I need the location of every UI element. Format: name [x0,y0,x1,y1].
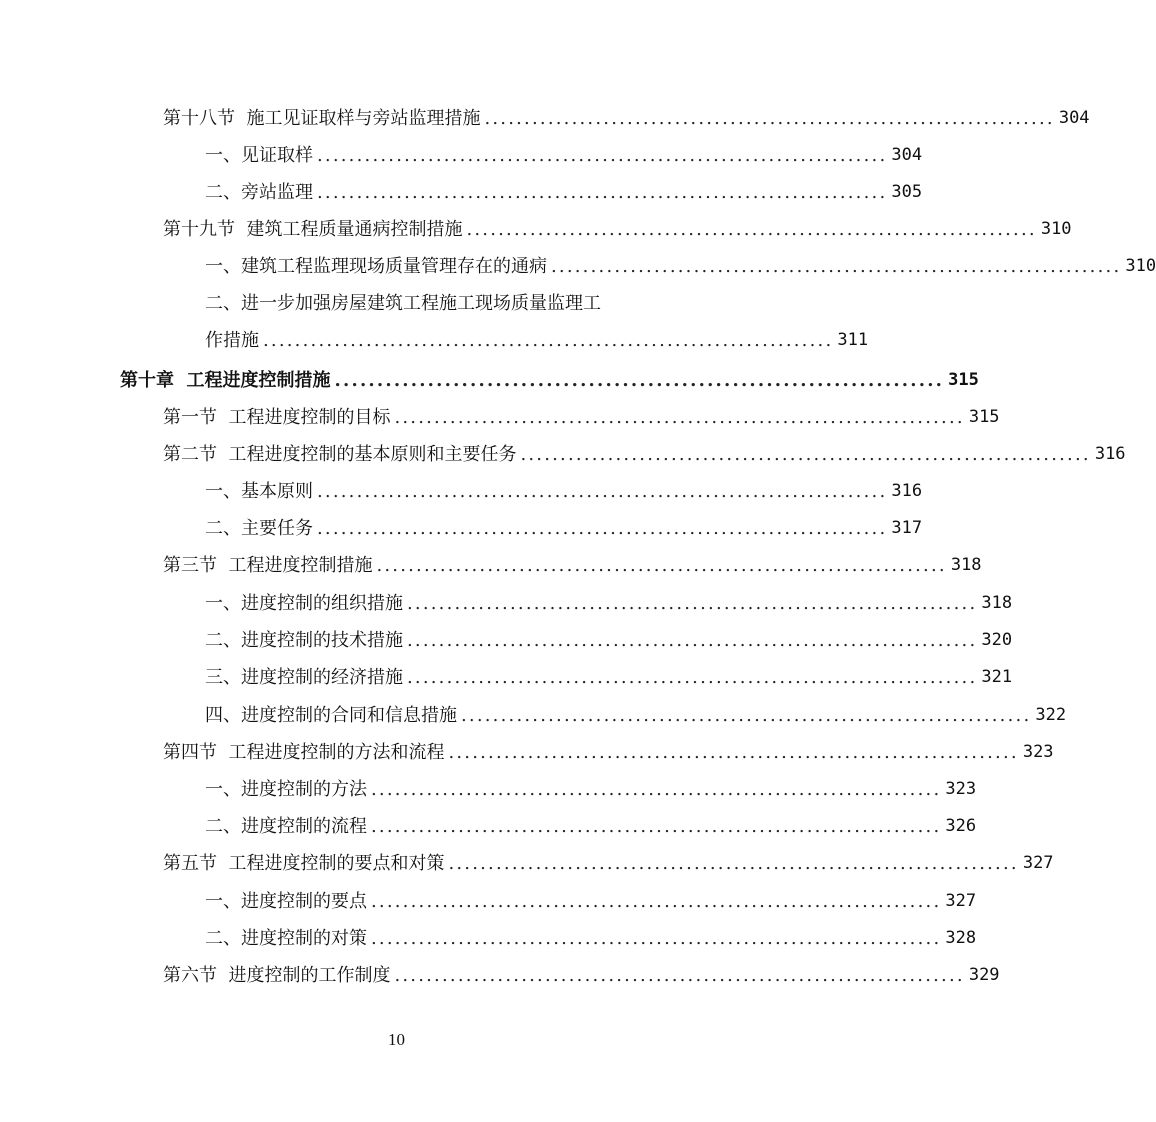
toc-entry-page: 311 [837,330,869,350]
toc-entry[interactable] [205,771,977,808]
dot-leader: ........................................................................ [317,481,888,502]
toc-entry-title: 一、进度控制的组织措施 [205,593,403,614]
dot-leader: ........................................................................ [394,407,965,428]
dot-leader: ........................................................................ [317,145,888,166]
toc-entry-page: 321 [981,667,1013,687]
toc-entry-page: 310 [1125,256,1156,276]
toc-entry-page: 318 [981,593,1013,613]
dot-leader: ........................................................................ [461,705,1032,726]
toc-entry[interactable] [205,137,923,174]
toc-entry-title: 一、见证取样 [205,145,313,166]
toc-entry-title: 一、建筑工程监理现场质量管理存在的通病 [205,256,547,277]
toc-entry[interactable] [205,248,1156,285]
toc-entry[interactable] [205,883,977,920]
toc-entry-page: 304 [1058,108,1090,128]
toc-entry-page: 317 [891,518,923,538]
dot-leader: ........................................................................ [394,965,965,986]
toc-entry-title: 第十九节 建筑工程质量通病控制措施 [163,219,463,240]
dot-leader: ........................................................................ [407,630,978,651]
toc-entry-wrapped-title[interactable]: 二、进一步加强房屋建筑工程施工现场质量监理工 [205,293,601,314]
toc-entry-page: 323 [945,779,977,799]
toc-entry-title: 第一节 工程进度控制的目标 [163,407,391,428]
toc-entry-title: 一、进度控制的方法 [205,779,367,800]
dot-leader: ........................................................................ [466,219,1037,240]
toc-entry-page: 323 [1022,742,1054,762]
toc-entry-title: 二、进度控制的对策 [205,928,367,949]
toc-entry[interactable] [205,510,923,547]
toc-entry-title: 一、进度控制的要点 [205,891,367,912]
toc-entry-title: 三、进度控制的经济措施 [205,667,403,688]
toc-entry-title: 第四节 工程进度控制的方法和流程 [163,742,445,763]
toc-entry-page: 322 [1035,705,1067,725]
toc-entry-page: 315 [948,370,979,390]
dot-leader: ........................................................................ [551,256,1122,277]
toc-entry-title: 二、旁站监理 [205,182,313,203]
toc-entry[interactable] [163,100,1090,137]
dot-leader: ........................................................................ [376,555,947,576]
toc-entry[interactable] [205,808,977,845]
toc-entry-title: 第二节 工程进度控制的基本原则和主要任务 [163,444,517,465]
toc-entry[interactable] [163,734,1054,771]
toc-entry[interactable] [205,473,923,510]
toc-chapter-entry[interactable] [120,362,979,399]
page-number: 10 [388,1030,405,1049]
dot-leader: ........................................................................ [371,779,942,800]
dot-leader: ........................................................................ [334,370,945,391]
toc-entry-title: 一、基本原则 [205,481,313,502]
dot-leader: ........................................................................ [371,816,942,837]
toc-entry-page: 329 [968,965,1000,985]
toc-entry-title: 二、进度控制的流程 [205,816,367,837]
dot-leader: ........................................................................ [371,928,942,949]
toc-entry-page: 316 [891,481,923,501]
toc-entry-page: 318 [950,555,982,575]
toc-entry-page: 315 [968,407,1000,427]
toc-chapter-title: 第十章 工程进度控制措施 [120,370,331,391]
toc-entry[interactable] [163,399,1000,436]
dot-leader: ........................................................................ [263,330,834,351]
dot-leader: ........................................................................ [484,108,1055,129]
dot-leader: ........................................................................ [407,593,978,614]
toc-entry-page: 320 [981,630,1013,650]
toc-entry[interactable] [205,174,923,211]
toc-entry-page: 326 [945,816,977,836]
toc-entry-page: 328 [945,928,977,948]
toc-entry-title: 二、进度控制的技术措施 [205,630,403,651]
toc-entry[interactable] [163,845,1054,882]
dot-leader: ........................................................................ [317,182,888,203]
toc-entry-title: 第三节 工程进度控制措施 [163,555,373,576]
toc-entry-title: 四、进度控制的合同和信息措施 [205,705,457,726]
toc-entry[interactable] [163,547,982,584]
dot-leader: ........................................................................ [371,891,942,912]
dot-leader: ........................................................................ [448,853,1019,874]
dot-leader: ........................................................................ [448,742,1019,763]
toc-entry-title: 第六节 进度控制的工作制度 [163,965,391,986]
toc-entry-page: 304 [891,145,923,165]
dot-leader: ........................................................................ [407,667,978,688]
toc-entry-page: 327 [1022,853,1054,873]
toc-entry[interactable] [205,697,1067,734]
dot-leader: ........................................................................ [317,518,888,539]
toc-entry[interactable] [205,920,977,957]
toc-entry-title-continued: 作措施 [205,330,259,351]
toc-entry-page: 310 [1040,219,1072,239]
toc-entry-page: 327 [945,891,977,911]
dot-leader: ........................................................................ [520,444,1091,465]
toc-entry[interactable] [205,322,869,359]
toc-entry-title: 第十八节 施工见证取样与旁站监理措施 [163,108,481,129]
toc-entry-page: 305 [891,182,923,202]
toc-entry-page: 316 [1094,444,1126,464]
toc-entry[interactable] [205,659,1013,696]
toc-entry-title: 第五节 工程进度控制的要点和对策 [163,853,445,874]
toc-entry[interactable] [163,211,1072,248]
toc-entry[interactable] [205,622,1013,659]
toc-entry[interactable] [163,436,1126,473]
toc-entry-title: 二、主要任务 [205,518,313,539]
toc-entry[interactable] [163,957,1000,994]
toc-entry[interactable] [205,585,1013,622]
